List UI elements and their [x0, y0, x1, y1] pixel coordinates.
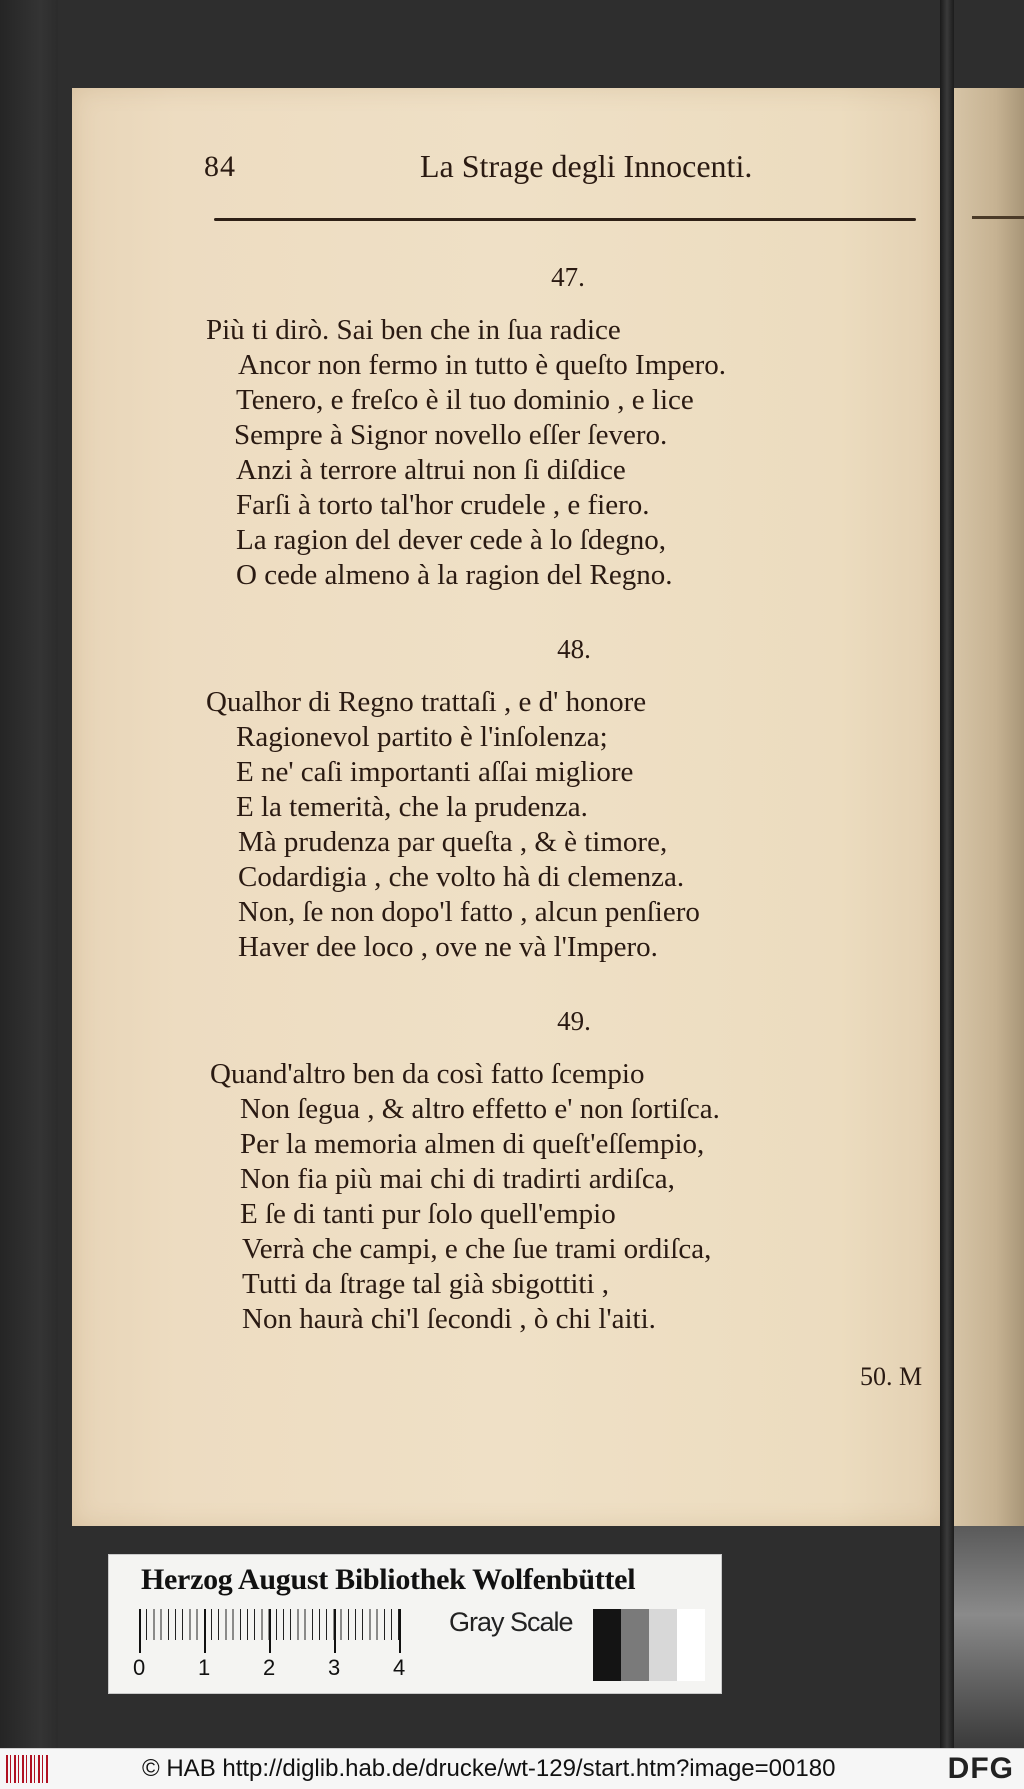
- verse-line: Non, ſe non dopo'l fatto , alcun penſiero: [238, 896, 700, 928]
- gray-swatch: [677, 1609, 705, 1681]
- book-gutter: [940, 0, 954, 1748]
- verse-line: Tenero, e freſco è il tuo dominio , e lice: [236, 384, 694, 416]
- library-name: Herzog August Bibliothek Wolfenbüttel: [141, 1563, 636, 1596]
- barcode-icon: [6, 1755, 50, 1783]
- library-color-card: [108, 1554, 722, 1694]
- verse-line: Quand'altro ben da così fatto ſcempio: [210, 1058, 645, 1090]
- stanza-number: 48.: [557, 634, 591, 664]
- verse-line: Tutti da ſtrage tal già sbigottiti ,: [242, 1268, 610, 1300]
- footer-credit-link[interactable]: © HAB http://diglib.hab.de/drucke/wt-129/start.htm?image=00180: [142, 1755, 836, 1782]
- ruler-label: 2: [263, 1655, 276, 1680]
- ruler-major-tick: [204, 1609, 206, 1653]
- ruler-label: 3: [328, 1655, 341, 1680]
- verse-line: E la temerità, che la prudenza.: [236, 791, 588, 823]
- verse-line: O cede almeno à la ragion del Regno.: [236, 559, 673, 591]
- verse-line: E ſe di tanti pur ſolo quell'empio: [240, 1198, 616, 1230]
- verse-line: Haver dee loco , ove ne và l'Impero.: [238, 931, 658, 963]
- verse-line: Per la memoria almen di queſt'eſſempio,: [240, 1128, 705, 1160]
- verse-line: Verrà che campi, e che ſue trami ordiſca,: [242, 1233, 712, 1265]
- ruler-major-tick: [139, 1609, 141, 1653]
- verse-line: Mà prudenza par queſta , & è timore,: [238, 826, 668, 858]
- ruler-label: 4: [393, 1655, 406, 1680]
- stanza-number: 49.: [557, 1006, 591, 1036]
- header-rule: [214, 218, 916, 221]
- verse-line: Qualhor di Regno trattaſi , e d' honore: [206, 686, 647, 718]
- ruler-label: 0: [133, 1655, 146, 1680]
- ruler-major-tick: [269, 1609, 271, 1653]
- footer-bar: [0, 1748, 1024, 1789]
- verse-line: E ne' caſi importanti aſſai migliore: [236, 756, 634, 788]
- running-title: La Strage degli Innocenti.: [420, 148, 753, 184]
- verse-line: Non ſegua , & altro effetto e' non ſortiſca.: [240, 1093, 720, 1125]
- gray-scale-label: Gray Scale: [449, 1607, 573, 1637]
- verse-line: Più ti dirò. Sai ben che in ſua radice: [206, 314, 621, 346]
- verse-line: Ragionevol partito è l'inſolenza;: [236, 721, 608, 753]
- verse-line: Sempre à Signor novello eſſer ſevero.: [234, 419, 668, 451]
- catchword: 50. M: [860, 1362, 923, 1391]
- page-number: 84: [204, 150, 236, 183]
- dfg-logo: DFG: [947, 1752, 1014, 1785]
- book-edge-left: [0, 0, 58, 1748]
- gray-swatch: [593, 1609, 621, 1681]
- ruler-label: 1: [198, 1655, 211, 1680]
- verse-line: Codardigia , che volto hà di clemenza.: [238, 861, 685, 893]
- verse-line: Ancor non fermo in tutto è queſto Impero.: [238, 349, 727, 381]
- gray-scale-swatches: [593, 1609, 705, 1681]
- ruler-major-tick: [334, 1609, 336, 1653]
- verse-line: Anzi à terrore altrui non ſi diſdice: [236, 454, 626, 486]
- verse-line: Non haurà chi'l ſecondi , ò chi l'aiti.: [242, 1303, 656, 1335]
- verse-line: Non fia più mai chi di tradirti ardiſca,: [240, 1163, 675, 1195]
- gray-swatch: [649, 1609, 677, 1681]
- stanza-number: 47.: [551, 262, 585, 292]
- ruler-major-tick: [399, 1609, 401, 1653]
- verse-line: Farſi à torto tal'hor crudele , e fiero.: [236, 489, 650, 521]
- facing-page-edge: [954, 88, 1024, 1526]
- verse-line: La ragion del dever cede à lo ſdegno,: [236, 524, 666, 556]
- gray-swatch: [621, 1609, 649, 1681]
- scan-background: [954, 1526, 1024, 1748]
